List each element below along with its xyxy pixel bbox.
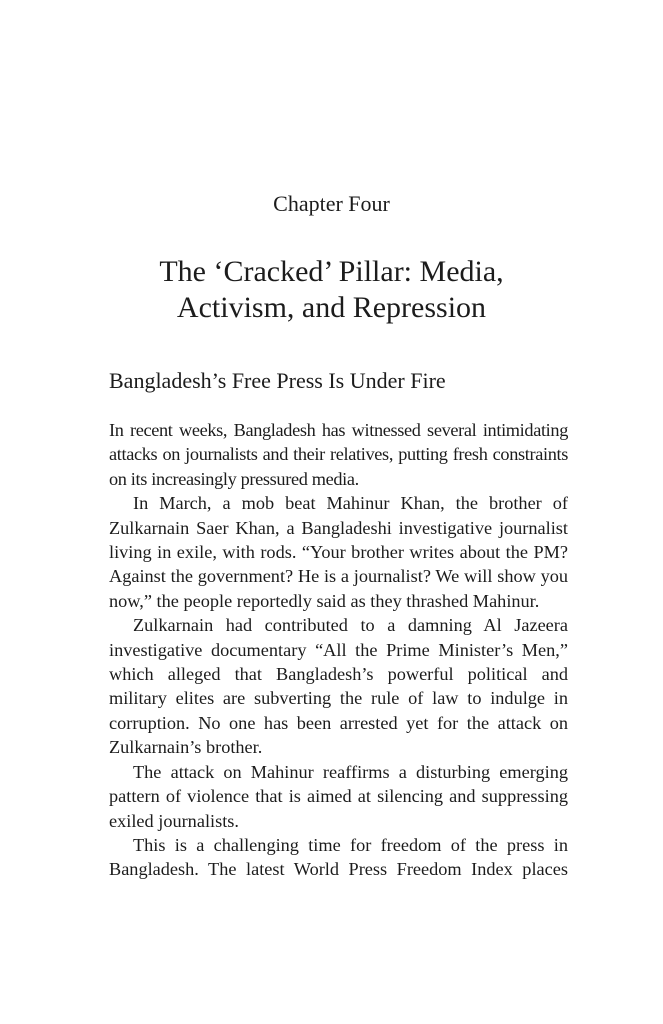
chapter-title bbox=[0, 254, 663, 326]
paragraph: The attack on Mahinur reaffirms a disturbing emerging pattern of violence that is aimed at silencing and suppressing exiled journalists. bbox=[109, 761, 568, 831]
body-text bbox=[109, 418, 568, 882]
paragraph: This is a challenging time for freedom of the press in Bangladesh. The latest World Press Freedom Index places bbox=[109, 834, 568, 880]
section-heading: Bangladesh’s Free Press Is Under Fire bbox=[109, 368, 446, 393]
chapter-title-line-1: The ‘Cracked’ Pillar: Media, bbox=[159, 255, 504, 288]
chapter-title-line-2: Activism, and Repression bbox=[176, 291, 487, 324]
paragraph: Zulkarnain had contributed to a damning Al Jazeera investigative documentary “All the Prime Minister’s Men,” which alleged that Bangladesh’s powerful political and military elites are subverting the rule of law to indulge in corruption. No one has been arrested yet for the attack on Zulkarnain’s brother. bbox=[109, 615, 568, 758]
paragraph: In recent weeks, Bangladesh has witnessed several intimidating attacks on journalists and their relatives, putting fresh constraints on its increasingly pressured media. bbox=[109, 420, 568, 489]
paragraph: In March, a mob beat Mahinur Khan, the brother of Zulkarnain Saer Khan, a Bangladeshi investigative journalist living in exile, with rods. “Your brother writes about the PM? Against the government? He is a journalist? We will show you now,” the people reportedly said as they thrashed Mahinur. bbox=[109, 493, 568, 611]
chapter-label: Chapter Four bbox=[273, 191, 390, 216]
